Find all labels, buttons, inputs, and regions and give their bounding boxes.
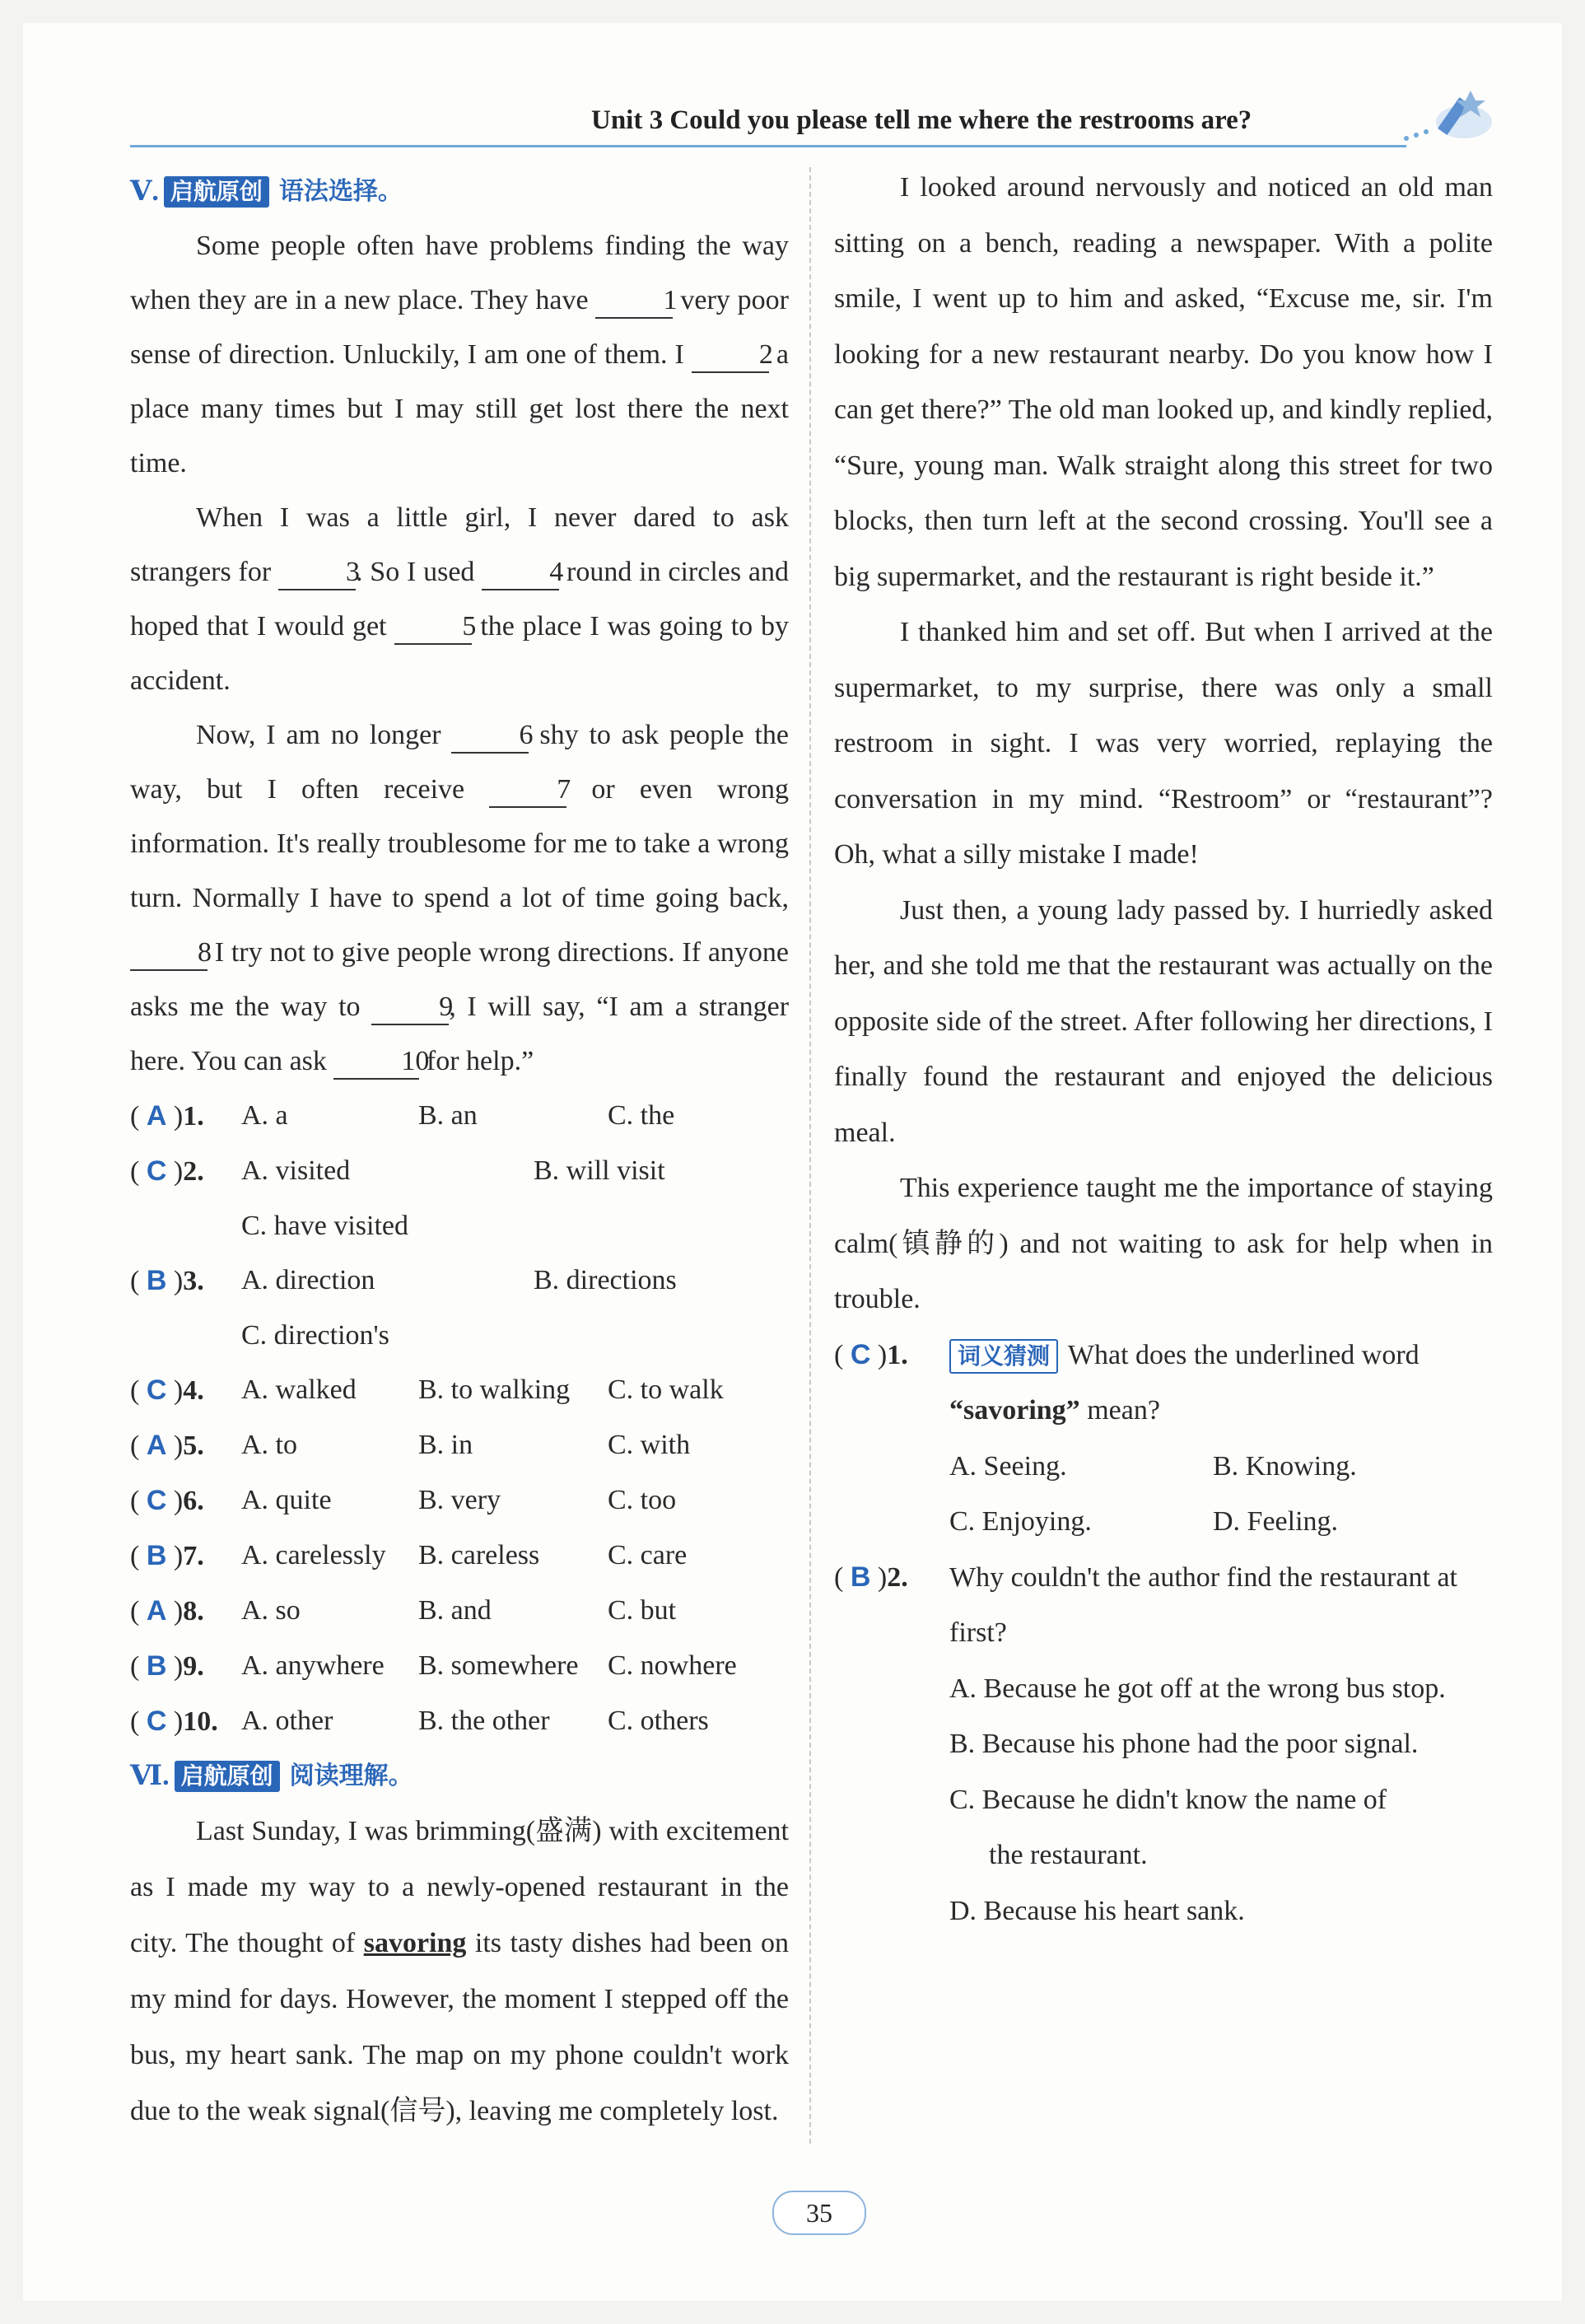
blank-4: 4: [482, 556, 559, 590]
question-item: ( A )8. A. so B. and C. but: [130, 1595, 677, 1626]
right-column: [834, 160, 1493, 1939]
question-type-tag: 词义猜测: [949, 1339, 1058, 1374]
blank-5: 5: [394, 610, 472, 645]
section-title: 语法选择。: [278, 177, 403, 206]
reading-paragraph-1: Last Sunday, I was brimming(盛满) with excitement as I made my way to a newly-opened restaurant in the city. The thought of savoring its tasty dishes had been on my mind for days. However, the moment I stepped off the bus, my heart sank. The map on my phone couldn't work due to the weak signal(信号), leaving me completely lost.: [130, 1816, 789, 2126]
question-item: ( A )5. A. to B. in C. with: [130, 1430, 691, 1461]
section-badge: 启航原创: [175, 1761, 280, 1792]
blank-10: 10: [333, 1045, 419, 1080]
cloze-paragraph: Now, I am no longer 6 shy to ask people the way, but I often receive 7 or even wrong information. It's really troublesome for me to take a wrong turn. Normally I have to spend a lot of time going back, 8 I try not to give people wrong directions. If anyone asks me the way to 9, I will say, “I am a stranger here. You can ask 10 for help.”: [130, 708, 789, 1089]
question-item: ( C )6. A. quite B. very C. too: [130, 1485, 677, 1516]
question-item: ( C )10. A. other B. the other C. others: [130, 1706, 709, 1737]
question-item: ( B )9. A. anywhere B. somewhere C. nowhere: [130, 1650, 737, 1682]
answer: C: [850, 1338, 871, 1370]
question-item: ( C )2. A. visited B. will visit: [130, 1155, 665, 1187]
reading-paragraph-5: This experience taught me the importance of staying calm(镇静的) and not waiting to ask for help when in trouble.: [834, 1173, 1493, 1314]
answer: B: [850, 1561, 871, 1593]
question-options: A. Seeing. B. Knowing. C. Enjoying. D. Feeling.: [949, 1450, 1357, 1537]
page: [23, 23, 1562, 2301]
reading-paragraph-2: I looked around nervously and noticed an old man sitting on a bench, reading a newspaper. With a polite smile, I went up to him and asked, “Excuse me, sir. I'm looking for a new restaurant nearby. Do you know how I can get there?” The old man looked up, and kindly replied, “Sure, young man. Walk straight along this street for two blocks, then turn left at the second crossing. You'll see a big supermarket, and the restaurant is right beside it.”: [834, 172, 1493, 592]
question-option-continued: the restaurant.: [989, 1840, 1148, 1870]
question-item: ( B )7. A. carelessly B. careless C. care: [130, 1540, 688, 1571]
reading-paragraph-4: Just then, a young lady passed by. I hurriedly asked her, and she told me that the restaurant was actually on the opposite side of the street. After following her directions, I finally found the restaurant and enjoyed the delicious meal.: [834, 894, 1493, 1148]
section-badge: 启航原创: [164, 176, 269, 208]
blank-2: 2: [692, 338, 769, 373]
question-list: [130, 1089, 789, 1749]
section-title: 阅读理解。: [289, 1762, 413, 1790]
section-number: Ⅴ.: [130, 176, 159, 207]
cloze-paragraph: When I was a little girl, I never dared to ask strangers for 3. So I used 4 round in circles and hoped that I would get 5 the place I was going to by accident.: [130, 502, 790, 696]
question-option: D. Because his heart sank.: [949, 1895, 1245, 1926]
blank-3: 3: [278, 556, 356, 590]
answer: A: [146, 1100, 167, 1132]
blank-9: 9: [371, 991, 449, 1025]
underlined-word: savoring: [363, 1928, 467, 1958]
column-divider: [809, 167, 811, 2144]
blank-1: 1: [595, 284, 673, 319]
question-option-continued: C. direction's: [241, 1320, 389, 1351]
left-column: [130, 165, 789, 2140]
question-item: ( B )3. A. direction B. directions: [130, 1265, 677, 1296]
header-rule: [130, 145, 1406, 147]
question-item: ( A )1. A. a B. an C. the: [130, 1100, 675, 1132]
quoted-word: “savoring”: [949, 1395, 1080, 1426]
unit-header-title: Unit 3 Could you please tell me where the restrooms are?: [591, 105, 1252, 135]
page-number: 35: [772, 2191, 866, 2235]
reading-question-1: ( C )1. 词义猜测 What does the underlined word “savoring” mean?: [834, 1338, 1420, 1426]
question-option-continued: C. have visited: [241, 1211, 409, 1241]
reading-paragraph-3: I thanked him and set off. But when I arrived at the supermarket, to my surprise, there was only a small restroom in sight. I was very worried, replaying the conversation in my mind. “Restroom” or “restaurant”? Oh, what a silly mistake I made!: [834, 617, 1493, 870]
blank-6: 6: [451, 719, 529, 754]
section-6-heading: [130, 1749, 789, 1804]
section-5-heading: [130, 165, 789, 219]
blank-8: 8: [130, 936, 207, 971]
question-item: ( C )4. A. walked B. to walking C. to walk: [130, 1374, 724, 1406]
question-option: B. Because his phone had the poor signal.: [949, 1729, 1419, 1759]
cloze-paragraph: Some people often have problems finding the way when they are in a new place. They have 1 very poor sense of direction. Unluckily, I am one of them. I 2 a place many times but I may still get lost there the next time.: [130, 231, 790, 478]
section-number: Ⅵ.: [130, 1761, 170, 1791]
pencil-star-icon: [1390, 81, 1497, 155]
question-option: A. Because he got off at the wrong bus stop.: [949, 1673, 1446, 1704]
reading-question-2: ( B )2. Why couldn't the author find the restaurant at first?: [834, 1561, 1457, 1648]
blank-7: 7: [489, 773, 566, 808]
question-option: C. Because he didn't know the name of: [949, 1784, 1387, 1815]
